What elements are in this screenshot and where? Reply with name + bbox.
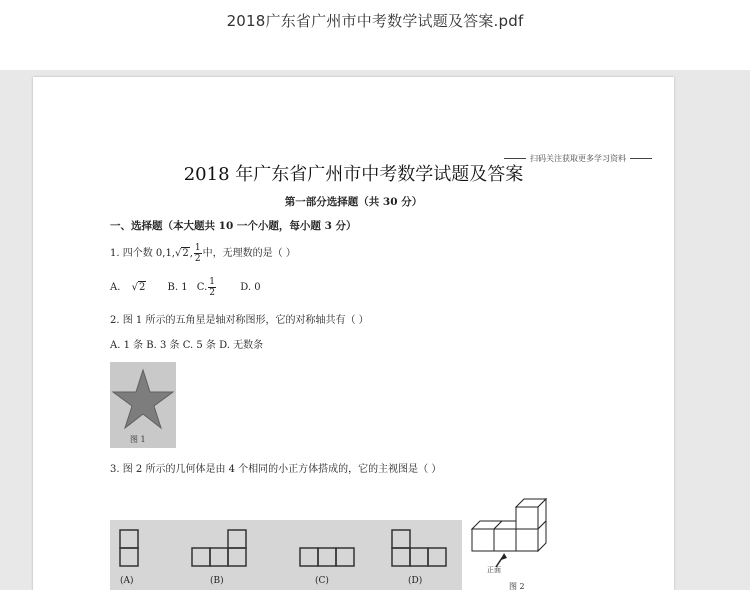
question-1-options: A. √2 B. 1 C. $\frac{1}{2}$ D. 0 bbox=[110, 277, 261, 298]
option-d-label: (D) bbox=[408, 576, 423, 586]
front-label: 正面 bbox=[487, 566, 501, 574]
file-title: 2018广东省广州市中考数学试题及答案.pdf bbox=[226, 12, 524, 30]
fraction: $\frac{1}{2}$ bbox=[194, 243, 201, 264]
question-3: 3. 图 2 所示的几何体是由 4 个相同的小正方体搭成的，它的主视图是（ ） bbox=[110, 464, 442, 475]
viewer-header bbox=[0, 0, 750, 70]
option-c-label: (C) bbox=[315, 576, 329, 586]
question-2-options: A. 1 条 B. 3 条 C. 5 条 D. 无数条 bbox=[110, 340, 264, 351]
figure-2-caption: 图 2 bbox=[509, 582, 525, 590]
question-3-options-image bbox=[110, 520, 462, 590]
option-b-label: (B) bbox=[210, 576, 224, 586]
exam-title: 2018 年广东省广州市中考数学试题及答案 bbox=[183, 164, 524, 185]
figure-1-caption: 图 1 bbox=[130, 435, 146, 444]
section-title: 一、选择题（本大题共 10 一个小题，每小题 3 分） bbox=[110, 220, 357, 232]
part-title: 第一部分选择题（共 30 分） bbox=[284, 196, 423, 208]
sqrt-symbol: √2 bbox=[174, 248, 189, 259]
question-1: 1. 四个数 0,1,√2, $\frac{1}{2}$ 中，无理数的是（ ） bbox=[110, 243, 296, 264]
watermark: 扫码关注获取更多学习资料 bbox=[500, 153, 656, 164]
figure-2-cubes bbox=[470, 485, 560, 590]
pdf-page[interactable] bbox=[33, 77, 674, 590]
figure-1-star bbox=[110, 362, 176, 448]
question-2: 2. 图 1 所示的五角星是轴对称图形，它的对称轴共有（ ） bbox=[110, 315, 369, 326]
option-a-label: (A) bbox=[120, 576, 134, 586]
